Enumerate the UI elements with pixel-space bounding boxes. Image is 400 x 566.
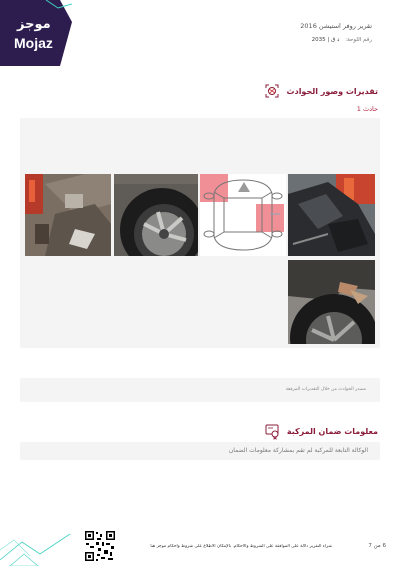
page-current: 6 xyxy=(382,543,386,549)
accidents-section-header xyxy=(263,82,378,100)
damage-photo-2[interactable] xyxy=(114,174,198,256)
warranty-icon xyxy=(263,422,281,440)
warranty-section-header xyxy=(263,422,378,440)
accident-note-box xyxy=(20,378,380,402)
damage-photo-4[interactable] xyxy=(288,260,375,344)
plate-label: رقم اللوحة: xyxy=(345,37,372,43)
plate-value: د ق | 2035 xyxy=(311,37,340,43)
footer-terms[interactable]: شراء التقرير دلالة على الموافقة على الشروط والأحكام. بالإمكان الاطلاع على شروط وأحكام موجز هنا xyxy=(150,544,332,549)
accidents-section-title: تقديرات وصور الحوادث xyxy=(286,86,378,96)
logo-hexagon xyxy=(0,0,72,66)
damage-photo-3[interactable] xyxy=(288,174,375,256)
qr-code[interactable] xyxy=(84,530,116,562)
brand-name-ar: موجز xyxy=(17,17,51,32)
warranty-box xyxy=(20,442,380,460)
accident-photo-gallery xyxy=(20,118,380,348)
accident-note: مصدر الحوادث من خلال التقديرات المرفقة xyxy=(285,387,366,392)
car-crash-icon xyxy=(263,82,281,100)
page-number xyxy=(368,543,386,549)
report-title: تقرير روفر استيشن 2016 xyxy=(300,22,372,30)
incident-label: حادث 1 xyxy=(356,105,378,113)
brand-name-en: Mojaz xyxy=(14,35,53,51)
page-sep: من xyxy=(373,543,381,549)
warranty-text: الوكالة التابعة للمركبة لم تقم بمشاركة معلومات الضمان xyxy=(228,447,368,454)
brand-logo xyxy=(0,0,72,66)
plate-number xyxy=(312,37,372,43)
warranty-section-title: معلومات ضمان المركبة xyxy=(286,426,378,436)
damage-photo-1[interactable] xyxy=(25,174,111,256)
page-total: 7 xyxy=(368,543,372,549)
footer-decoration xyxy=(0,520,90,566)
car-diagram xyxy=(200,174,286,256)
